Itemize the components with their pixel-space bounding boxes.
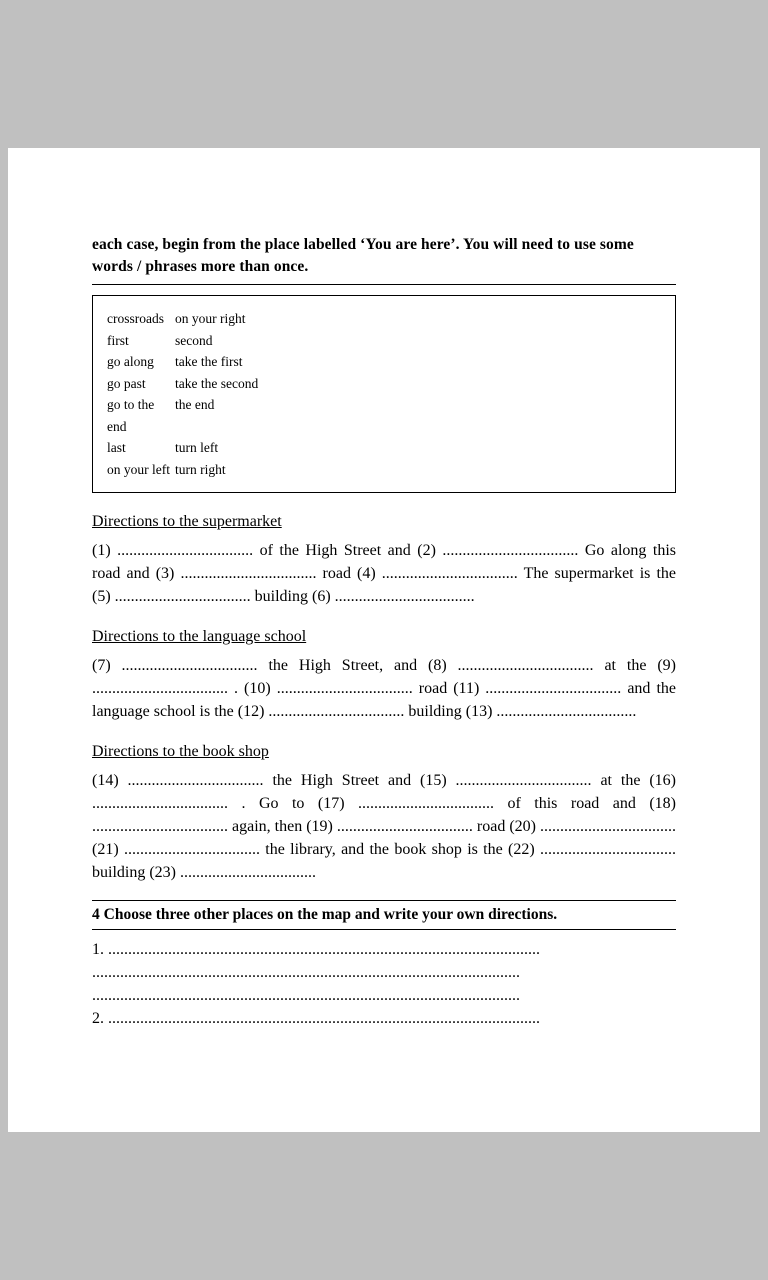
word-bank-term: on your left bbox=[107, 461, 170, 477]
section-book-shop bbox=[92, 741, 676, 884]
page-content bbox=[92, 234, 676, 1030]
word-bank-term: on your right bbox=[175, 311, 246, 326]
word-bank-term: last bbox=[107, 440, 126, 455]
answer-line[interactable]: ........................................................................................................... bbox=[92, 964, 520, 981]
task-title: 4 Choose three other places on the map and write your own directions. bbox=[92, 906, 558, 923]
word-bank-term: go past bbox=[107, 375, 146, 391]
word-bank-row bbox=[107, 459, 675, 481]
task-divider-top bbox=[92, 900, 676, 901]
section-heading: Directions to the language school bbox=[92, 628, 307, 645]
word-bank-term: turn left bbox=[175, 440, 219, 455]
word-bank-row bbox=[107, 394, 675, 437]
intro-paragraph: each case, begin from the place labelled ‘You are here’. You will need to use some words / phrases more than once. bbox=[92, 236, 634, 275]
answer-line[interactable]: 1. ............................................................................................................ bbox=[92, 941, 540, 958]
word-bank-row bbox=[107, 330, 675, 352]
word-bank-row bbox=[107, 437, 675, 459]
word-bank-term: go to the end bbox=[107, 397, 155, 434]
word-bank-term: take the second bbox=[175, 375, 259, 391]
task-4 bbox=[92, 900, 676, 1030]
section-heading: Directions to the book shop bbox=[92, 743, 269, 760]
word-bank-term: take the first bbox=[175, 354, 243, 369]
word-bank-term: the end bbox=[175, 397, 215, 412]
worksheet-page bbox=[8, 148, 760, 1132]
answer-line[interactable]: ........................................................................................................... bbox=[92, 987, 520, 1004]
word-bank-row bbox=[107, 308, 675, 330]
answer-line[interactable]: 2. ............................................................................................................ bbox=[92, 1010, 540, 1027]
word-bank-term: first bbox=[107, 332, 129, 348]
word-bank-term: crossroads bbox=[107, 311, 164, 326]
section-body[interactable]: (1) .................................. of the High Street and (2) .................................. Go along this road and (3) .................................. road (4) .................................. The supermarket is the (5) .................................. building (6) ................................... bbox=[92, 542, 676, 605]
word-bank-term: turn right bbox=[175, 461, 226, 477]
section-body[interactable]: (7) .................................. the High Street, and (8) .................................. at the (9) .................................. . (10) .................................. road (11) .................................. and the language school is the (12) .................................. building (13) ................................... bbox=[92, 657, 676, 720]
word-bank-box bbox=[92, 295, 676, 493]
intro-divider bbox=[92, 284, 676, 285]
section-body[interactable]: (14) .................................. the High Street and (15) .................................. at the (16) .................................. . Go to (17) .................................. of this road and (18) .................................. again, then (19) .................................. road (20) .................................. (21) .................................. the library, and the book shop is the (22) .................................. building (23) .................................. bbox=[92, 772, 676, 881]
word-bank-row bbox=[107, 373, 675, 395]
word-bank-row bbox=[107, 351, 675, 373]
word-bank-term: second bbox=[175, 332, 213, 348]
section-supermarket bbox=[92, 511, 676, 608]
answer-lines bbox=[92, 938, 676, 1030]
word-bank-term: go along bbox=[107, 354, 154, 369]
section-heading: Directions to the supermarket bbox=[92, 513, 282, 530]
task-divider-bottom bbox=[92, 929, 676, 930]
section-language-school bbox=[92, 626, 676, 723]
